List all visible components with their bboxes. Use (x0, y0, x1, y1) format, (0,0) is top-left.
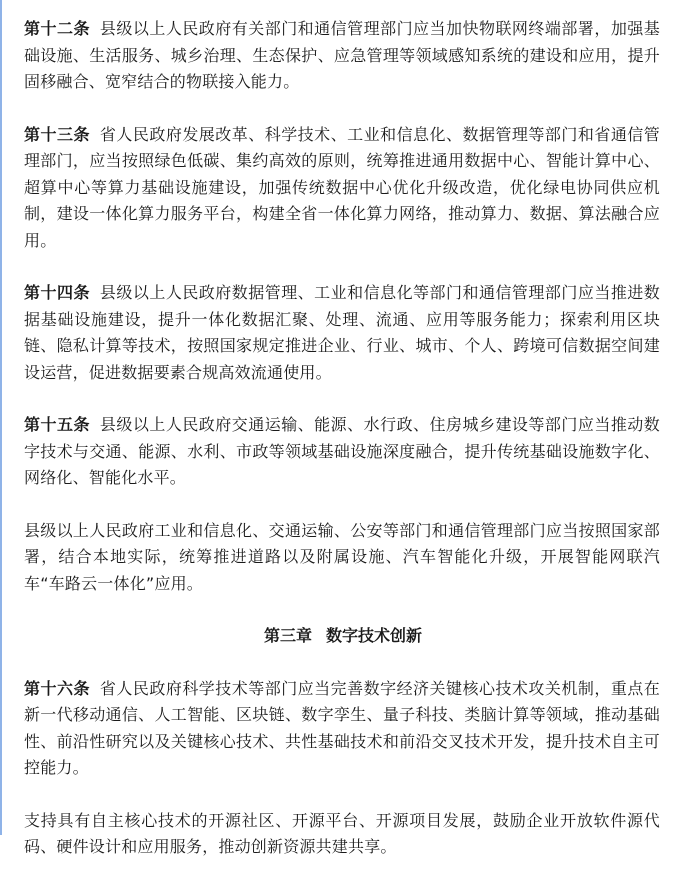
article-14 (24, 280, 660, 386)
article-text: 县级以上人民政府数据管理、工业和信息化等部门和通信管理部门应当推进数据基础设施建设，提升一体化数据汇聚、处理、流通、应用等服务能力；探索利用区块链、隐私计算等技术，按照国家规定推进企业、行业、城市、个人、跨境可信数据空间建设运营，促进数据要素合规高效流通使用。 (24, 283, 660, 382)
article-text: 省人民政府科学技术等部门应当完善数字经济关键核心技术攻关机制，重点在新一代移动通信、人工智能、区块链、数字孪生、量子科技、类脑计算等领域，推动基础性、前沿性研究以及关键核心技术、共性基础技术和前沿交叉技术开发，提升技术自主可控能力。 (24, 678, 660, 777)
article-text: 县级以上人民政府交通运输、能源、水行政、住房城乡建设等部门应当推动数字技术与交通、能源、水利、市政等领域基础设施深度融合，提升传统基础设施数字化、网络化、智能化水平。 (24, 415, 660, 487)
chapter-number: 第三章 (263, 626, 312, 645)
chapter-title: 数字技术创新 (326, 626, 423, 645)
document-body (24, 16, 660, 887)
article-16-paragraph-2: 支持具有自主核心技术的开源社区、开源平台、开源项目发展，鼓励企业开放软件源代码、硬件设计和应用服务，推动创新资源共建共享。 (24, 810, 660, 856)
article-15-paragraph-2: 县级以上人民政府工业和信息化、交通运输、公安等部门和通信管理部门应当按照国家部署，结合本地实际，统筹推进道路以及附属设施、汽车智能化升级，开展智能网联汽车“车路云一体化”应用。 (24, 520, 660, 593)
article-text: 省人民政府发展改革、科学技术、工业和信息化、数据管理等部门和省通信管理部门，应当按照绿色低碳、集约高效的原则，统筹推进通用数据中心、智能计算中心、超算中心等算力基础设施建设，加强传统数据中心优化升级改造，优化绿电协同供应机制，建设一体化算力服务平台，构建全省一体化算力网络，推动算力、数据、算法融合应用。 (24, 124, 660, 250)
article-12 (24, 16, 660, 96)
article-text: 县级以上人民政府有关部门和通信管理部门应当加快物联网终端部署，加强基础设施、生活服务、城乡治理、生态保护、应急管理等领域感知系统的建设和应用，提升固移融合、宽窄结合的物联接入能力。 (24, 19, 660, 91)
article-number: 第十五条 (24, 415, 90, 434)
article-number: 第十六条 (24, 678, 90, 698)
article-number: 第十三条 (24, 124, 90, 144)
page-left-border (0, 0, 2, 835)
article-16 (24, 676, 660, 782)
article-number: 第十四条 (24, 283, 90, 302)
article-15 (24, 412, 660, 492)
chapter-heading (24, 623, 660, 650)
article-number: 第十二条 (24, 19, 90, 38)
article-13 (24, 122, 660, 255)
